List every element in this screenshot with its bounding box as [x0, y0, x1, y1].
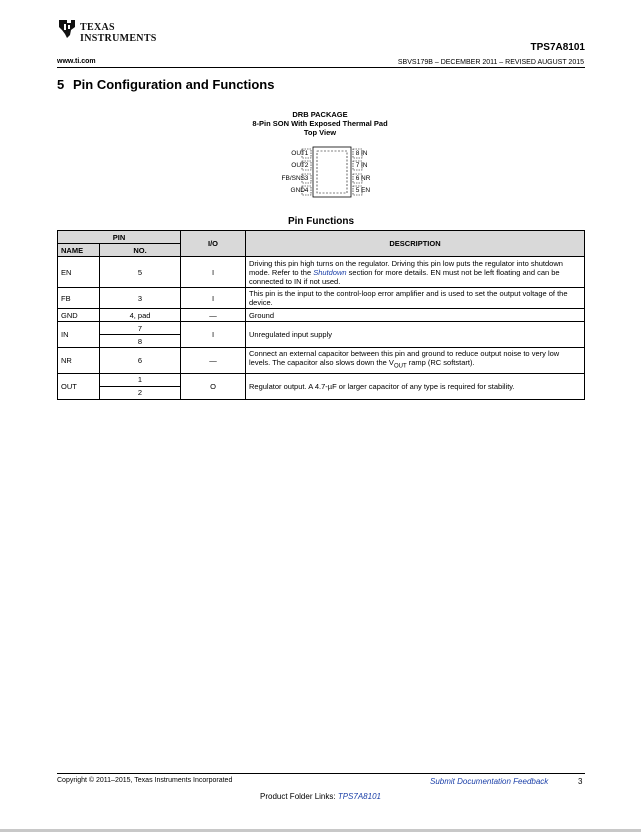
section-heading: [57, 77, 274, 92]
header-name: NAME: [58, 244, 100, 257]
pin-description: This pin is the input to the control-loop error amplifier and is used to set the output voltage of the device.: [246, 288, 585, 309]
product-folder-label: Product Folder Links:: [260, 792, 338, 801]
package-description: 8-Pin SON With Exposed Thermal Pad: [252, 119, 388, 128]
ti-logo: [57, 18, 177, 44]
shutdown-link[interactable]: Shutdown: [313, 267, 347, 277]
pin-number-7: 7: [355, 162, 360, 169]
pin-name: NR: [58, 348, 100, 374]
pin-label-2: OUT: [291, 162, 305, 169]
pin-io: I: [181, 288, 246, 309]
pin-description: [246, 348, 585, 374]
description-text: ramp (RC softstart).: [406, 358, 475, 367]
ti-logo-icon: [57, 18, 77, 40]
pin-name: OUT: [58, 373, 100, 399]
pin-number: 7: [100, 322, 181, 335]
pin-functions-table: [57, 230, 585, 400]
table-title: Pin Functions: [287, 216, 355, 227]
pin-description: [246, 257, 585, 288]
pin-label-5: EN: [361, 187, 371, 194]
pin-name: GND: [58, 309, 100, 322]
table-row: [58, 322, 585, 335]
package-name: DRB PACKAGE: [292, 110, 348, 119]
pin-number: 3: [100, 288, 181, 309]
pin-number: 6: [100, 348, 181, 374]
package-caption: [200, 110, 440, 137]
pin-number-2: 2: [304, 162, 309, 169]
pin-label-4: GND: [290, 187, 305, 194]
header-rule: [57, 67, 585, 68]
pin-description: Ground: [246, 309, 585, 322]
pin-name: EN: [58, 257, 100, 288]
pin-description: Unregulated input supply: [246, 322, 585, 348]
pin-io: I: [181, 257, 246, 288]
pin-io: O: [181, 373, 246, 399]
pin-number: 4, pad: [100, 309, 181, 322]
table-header-row: [58, 231, 585, 244]
header-number: NO.: [100, 244, 181, 257]
pin-name: FB: [58, 288, 100, 309]
pin-label-8: IN: [361, 150, 368, 157]
description-text: Driving this pin high turns on the regulator. Driving this pin low puts the regulator into shutdown mode. Refer to the: [249, 258, 563, 277]
product-folder-links: [0, 792, 641, 801]
pin-io: —: [181, 348, 246, 374]
product-folder-link[interactable]: TPS7A8101: [337, 792, 381, 801]
description-text: section for more details. EN must not be left floating and can be connected to IN if not used.: [249, 267, 560, 286]
pin-name: IN: [58, 322, 100, 348]
page-number: 3: [578, 777, 583, 786]
pin-number-5: 5: [355, 187, 360, 194]
pin-label-6: NR: [361, 175, 371, 182]
pin-number: 5: [100, 257, 181, 288]
pin-number-1: 1: [304, 150, 309, 157]
pin-number: 1: [100, 373, 181, 386]
document-id: SBVS179B – DECEMBER 2011 – REVISED AUGUST 2015: [397, 59, 584, 66]
pin-description: Regulator output. A 4.7-µF or larger capacitor of any type is required for stability.: [246, 373, 585, 399]
pin-label-7: IN: [361, 162, 368, 169]
pin-io: I: [181, 322, 246, 348]
pin-number-4: 4: [304, 187, 309, 194]
website-link[interactable]: www.ti.com: [57, 58, 96, 65]
pin-number-6: 6: [355, 175, 360, 182]
pin-label-1: OUT: [291, 150, 305, 157]
table-row: [58, 257, 585, 288]
pin-number-8: 8: [355, 150, 360, 157]
copyright-text: Copyright © 2011–2015, Texas Instruments Incorporated: [57, 777, 233, 784]
header-io: I/O: [181, 231, 246, 257]
logo-text-instruments: INSTRUMENTS: [80, 33, 157, 44]
pin-number-3: 3: [304, 175, 309, 182]
feedback-link[interactable]: Submit Documentation Feedback: [430, 777, 549, 786]
section-number: 5: [57, 77, 65, 92]
subscript-text: OUT: [393, 363, 407, 370]
table-row: [58, 288, 585, 309]
header-description: DESCRIPTION: [246, 231, 585, 257]
description-text: Connect an external capacitor between this pin and ground to reduce output noise to very low levels. The capacitor also slows down the V: [249, 349, 560, 367]
pin-number: 8: [100, 335, 181, 348]
table-row: [58, 348, 585, 374]
pinout-diagram: [255, 145, 390, 200]
pin-io: —: [181, 309, 246, 322]
table-row: [58, 309, 585, 322]
pin-number: 2: [100, 386, 181, 399]
package-view: Top View: [303, 128, 337, 137]
logo-text-texas: TEXAS: [80, 22, 115, 33]
pin-label-3: FB/SNS: [281, 175, 305, 182]
table-row: [58, 373, 585, 386]
section-title: Pin Configuration and Functions: [73, 77, 275, 92]
footer-rule: [57, 773, 585, 774]
header-pin: PIN: [58, 231, 181, 244]
part-number: TPS7A8101: [530, 42, 585, 53]
